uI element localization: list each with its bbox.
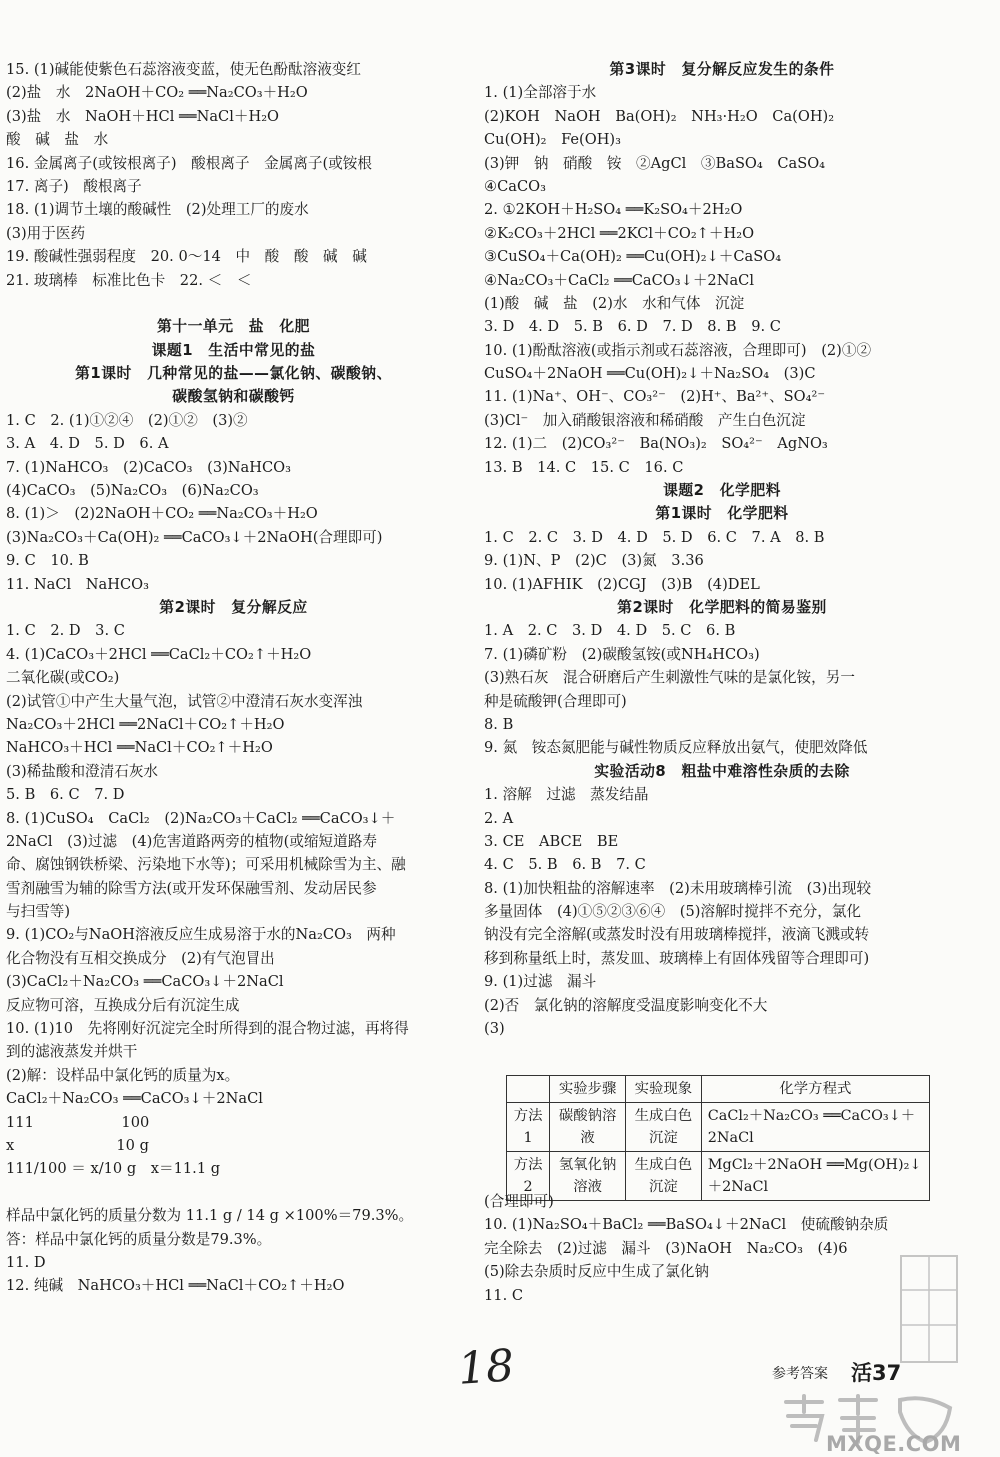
answer-line: 与扫雪等)	[6, 903, 71, 921]
answer-line: 3. D 4. D 5. B 6. D 7. D 8. B 9. C	[484, 318, 781, 336]
answer-line: 11. (1)Na⁺、OH⁻、CO₃²⁻ (2)H⁺、Ba²⁺、SO₄²⁻	[484, 388, 826, 406]
stamp-mark	[895, 1250, 963, 1368]
answer-line: (3)	[484, 1020, 505, 1038]
right-column	[484, 58, 960, 1040]
answer-line: 13. B 14. C 15. C 16. C	[484, 458, 684, 476]
answer-line: 111 100	[6, 1113, 150, 1131]
answer-line: (3)CaCl₂＋Na₂CO₃ ══CaCO₃↓＋2NaCl	[6, 973, 284, 991]
answer-line: 8. (1)＞ (2)2NaOH＋CO₂ ══Na₂CO₃＋H₂O	[6, 505, 318, 523]
answer-line: 1. 溶解 过滤 蒸发结晶	[484, 786, 649, 804]
handwritten-number: 18	[456, 1340, 516, 1395]
table-cell: 碳酸钠溶液	[550, 1103, 626, 1152]
answer-line: 15. (1)碱能使紫色石蕊溶液变蓝，使无色酚酞溶液变红	[6, 61, 361, 78]
answer-line: 8. B	[484, 715, 514, 733]
answer-line: x 10 g	[6, 1136, 149, 1154]
answer-line: 19. 酸碱性强弱程度 20. 0～14 中 酸 酸 碱 碱	[6, 248, 367, 266]
answer-line: 10. (1)10 先将刚好沉淀完全时所得到的混合物过滤，再将得	[6, 1020, 409, 1038]
section-heading: 第十一单元 盐 化肥	[157, 318, 310, 336]
answer-line: 1. (1)全部溶于水	[484, 84, 597, 102]
answer-line: 种是硫酸钾(合理即可)	[484, 692, 627, 710]
answer-line: (2)解：设样品中氯化钙的质量为x。	[6, 1066, 240, 1084]
answer-line: (3)Na₂CO₃＋Ca(OH)₂ ══CaCO₃↓＋2NaOH(合理即可)	[6, 528, 383, 546]
answer-line: 酸 碱 盐 水	[6, 131, 109, 149]
answer-line: 7. (1)NaHCO₃ (2)CaCO₃ (3)NaHCO₃	[6, 458, 291, 476]
answer-line: (4)CaCO₃ (5)Na₂CO₃ (6)Na₂CO₃	[6, 482, 259, 500]
answer-line: 2NaCl (3)过滤 (4)危害道路两旁的植物(或缩短道路寿	[6, 832, 377, 850]
watermark-text: MXQE.COM	[826, 1432, 962, 1456]
page-number: 活37	[851, 1361, 902, 1385]
answer-line: (3)稀盐酸和澄清石灰水	[6, 762, 159, 780]
spacer	[6, 1181, 461, 1204]
section-heading: 实验活动8 粗盐中难溶性杂质的去除	[594, 762, 850, 780]
answer-line: ④CaCO₃	[484, 177, 546, 195]
table-header-cell: 化学方程式	[701, 1076, 929, 1103]
answer-line: (2)试管①中产生大量气泡，试管②中澄清石灰水变浑浊	[6, 692, 363, 710]
answer-line: ③CuSO₄＋Ca(OH)₂ ══Cu(OH)₂↓＋CaSO₄	[484, 248, 782, 266]
answer-line: 10. (1)Na₂SO₄＋BaCl₂ ══BaSO₄↓＋2NaCl 使硫酸钠杂质	[484, 1216, 889, 1234]
answer-line: 3. A 4. D 5. D 6. A	[6, 435, 169, 453]
section-heading: 第1课时 化学肥料	[655, 505, 789, 523]
answer-line: 7. (1)磷矿粉 (2)碳酸氢铵(或NH₄HCO₃)	[484, 645, 760, 663]
spacer	[6, 292, 461, 315]
answer-line: 18. (1)调节土壤的酸碱性 (2)处理工厂的废水	[6, 201, 309, 219]
section-heading: 课题1 生活中常见的盐	[151, 341, 316, 359]
answer-line: 11. D	[6, 1253, 46, 1271]
section-heading: 碳酸氢钠和碳酸钙	[172, 388, 295, 406]
table-header-cell: 实验步骤	[550, 1076, 626, 1103]
answer-line: 反应物可溶，互换成分后有沉淀生成	[6, 996, 240, 1014]
section-heading: 课题2 化学肥料	[663, 482, 781, 500]
answer-line: 3. CE ABCE BE	[484, 832, 619, 850]
answer-line: 9. (1)CO₂与NaOH溶液反应生成易溶于水的Na₂CO₃ 两种	[6, 926, 396, 944]
answer-line: 17. 离子) 酸根离子	[6, 177, 142, 195]
answer-line: 111/100 ＝ x/10 g x＝11.1 g	[6, 1160, 221, 1178]
answer-line: 9. (1)N、P (2)C (3)氮 3.36	[484, 552, 704, 570]
answer-line: 4. (1)CaCO₃＋2HCl ══CaCl₂＋CO₂↑＋H₂O	[6, 645, 312, 663]
answer-line: Na₂CO₃＋2HCl ══2NaCl＋CO₂↑＋H₂O	[6, 715, 285, 733]
answer-line: (1)酸 碱 盐 (2)水 水和气体 沉淀	[484, 294, 745, 312]
answer-line: 钠没有完全溶解(或蒸发时没有用玻璃棒搅拌，液滴飞溅或转	[484, 926, 870, 944]
answer-line: 二氧化碳(或CO₂)	[6, 669, 120, 687]
section-heading: 第1课时 几种常见的盐——氯化钠、碳酸钠、	[75, 365, 392, 383]
answer-line: 8. (1)加快粗盐的溶解速率 (2)未用玻璃棒引流 (3)出现较	[484, 879, 872, 897]
answer-line: 答：样品中氯化钙的质量分数是79.3%。	[6, 1230, 272, 1248]
answer-line: 5. B 6. C 7. D	[6, 786, 125, 804]
footer-label: 参考答案	[772, 1366, 828, 1382]
left-column	[6, 58, 461, 1298]
answer-line: 16. 金属离子(或铵根离子) 酸根离子 金属离子(或铵根	[6, 154, 372, 172]
answer-table-body	[507, 1076, 930, 1201]
answer-line: 多量固体 (4)①⑤②③⑥④ (5)溶解时搅拌不充分，氯化	[484, 903, 862, 921]
answer-line: Cu(OH)₂ Fe(OH)₃	[484, 131, 621, 149]
answer-line: 9. C 10. B	[6, 552, 89, 570]
answer-line: 4. C 5. B 6. B 7. C	[484, 856, 646, 874]
answer-line: 样品中氯化钙的质量分数为 11.1 g / 14 g ×100%＝79.3%。	[6, 1207, 414, 1225]
answer-line: ④Na₂CO₃＋CaCl₂ ══CaCO₃↓＋2NaCl	[484, 271, 754, 289]
answer-line: 2. ①2KOH＋H₂SO₄ ══K₂SO₄＋2H₂O	[484, 201, 743, 219]
answer-line: 10. (1)酚酞溶液(或指示剂或石蕊溶液，合理即可) (2)①②	[484, 341, 872, 359]
answer-line: (2)KOH NaOH Ba(OH)₂ NH₃·H₂O Ca(OH)₂	[484, 107, 835, 125]
answer-line: 9. 氮 铵态氮肥能与碱性物质反应释放出氨气，使肥效降低	[484, 739, 868, 757]
answer-line: 命、腐蚀钢铁桥梁、污染地下水等)；可采用机械除雪为主、融	[6, 856, 406, 874]
section-heading: 第2课时 复分解反应	[159, 598, 308, 616]
table-cell: MgCl₂＋2NaOH ══Mg(OH)₂↓＋2NaCl	[701, 1152, 929, 1201]
answer-line: 2. A	[484, 809, 514, 827]
table-header-cell: 实验现象	[625, 1076, 701, 1103]
answer-line: ②K₂CO₃＋2HCl ══2KCl＋CO₂↑＋H₂O	[484, 224, 755, 242]
answer-line: 11. NaCl NaHCO₃	[6, 575, 149, 593]
answer-line: 雪剂融雪为辅的除雪方法(或开发环保融雪剂、发动居民参	[6, 879, 377, 897]
table-cell: 生成白色沉淀	[625, 1152, 701, 1201]
answer-line: 完全除去 (2)过滤 漏斗 (3)NaOH Na₂CO₃ (4)6	[484, 1239, 848, 1257]
answer-line: 10. (1)AFHIK (2)CGJ (3)B (4)DEL	[484, 575, 760, 593]
answer-line: (5)除去杂质时反应中生成了氯化钠	[484, 1263, 709, 1281]
answer-line: 11. C	[484, 1286, 524, 1304]
answer-line: 1. C 2. (1)①②④ (2)①② (3)②	[6, 411, 248, 429]
section-heading: 第3课时 复分解反应发生的条件	[609, 61, 835, 78]
answer-line: CuSO₄＋2NaOH ══Cu(OH)₂↓＋Na₂SO₄ (3)C	[484, 365, 816, 383]
answer-line: 12. 纯碱 NaHCO₃＋HCl ══NaCl＋CO₂↑＋H₂O	[6, 1277, 345, 1295]
table-header-row	[507, 1076, 930, 1103]
section-heading: 第2课时 化学肥料的简易鉴别	[617, 598, 827, 616]
table-cell: 方法2	[507, 1152, 550, 1201]
table-row	[507, 1103, 930, 1152]
answer-line: (2)否 氯化钠的溶解度受温度影响变化不大	[484, 996, 768, 1014]
answer-line: 1. C 2. C 3. D 4. D 5. D 6. C 7. A 8. B	[484, 528, 825, 546]
table-cell: 氢氧化钠溶液	[550, 1152, 626, 1201]
answer-line: (3)钾 钠 硝酸 铵 ②AgCl ③BaSO₄ CaSO₄	[484, 154, 826, 172]
answer-line: (3)熟石灰 混合研磨后产生刺激性气味的是氯化铵，另一	[484, 669, 855, 687]
table-cell: 方法1	[507, 1103, 550, 1152]
answer-line: 9. (1)过滤 漏斗	[484, 973, 597, 991]
answer-line: 1. C 2. D 3. C	[6, 622, 125, 640]
table-cell: CaCl₂＋Na₂CO₃ ══CaCO₃↓＋2NaCl	[701, 1103, 929, 1152]
table-header-cell	[507, 1076, 550, 1103]
answer-line: 化合物没有互相交换成分 (2)有气泡冒出	[6, 949, 275, 967]
answer-line: 12. (1)二 (2)CO₃²⁻ Ba(NO₃)₂ SO₄²⁻ AgNO₃	[484, 435, 828, 453]
answer-line: NaHCO₃＋HCl ══NaCl＋CO₂↑＋H₂O	[6, 739, 273, 757]
answer-line: CaCl₂＋Na₂CO₃ ══CaCO₃↓＋2NaCl	[6, 1090, 263, 1108]
table-cell: 生成白色沉淀	[625, 1103, 701, 1152]
answer-line: 21. 玻璃棒 标准比色卡 22. ＜ ＜	[6, 271, 252, 289]
answer-line: (3)Cl⁻ 加入硝酸银溶液和稀硝酸 产生白色沉淀	[484, 411, 806, 429]
answer-line: (2)盐 水 2NaOH＋CO₂ ══Na₂CO₃＋H₂O	[6, 84, 308, 102]
answer-line: (合理即可)	[484, 1193, 554, 1210]
answer-line: 到的滤液蒸发并烘干	[6, 1043, 138, 1061]
answer-line: 8. (1)CuSO₄ CaCl₂ (2)Na₂CO₃＋CaCl₂ ══CaCO₃↓＋	[6, 809, 396, 827]
answer-line: (3)盐 水 NaOH＋HCl ══NaCl＋H₂O	[6, 107, 280, 125]
answer-line: 1. A 2. C 3. D 4. D 5. C 6. B	[484, 622, 736, 640]
answer-line: (3)用于医药	[6, 224, 86, 242]
answer-table	[506, 1075, 930, 1201]
after-table-block	[484, 1190, 960, 1307]
answer-line: 移到称量纸上时，蒸发皿、玻璃棒上有固体残留等合理即可)	[484, 949, 870, 967]
